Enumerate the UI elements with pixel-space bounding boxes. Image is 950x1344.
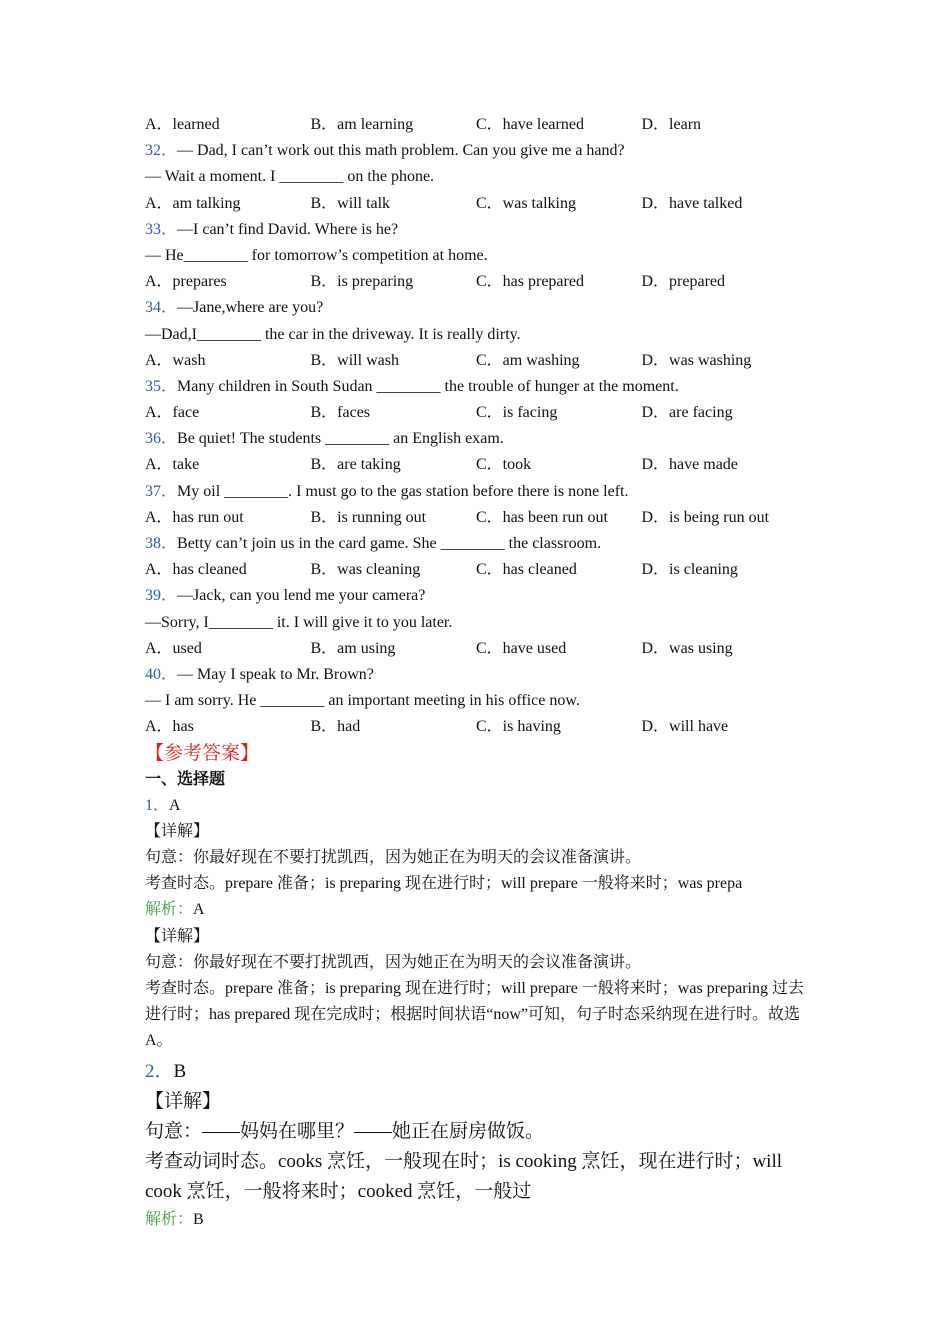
question-text: My oil ________. I must go to the gas station before there is none left.	[177, 482, 629, 500]
question-text: Betty can’t join us in the card game. She ________ the classroom.	[177, 535, 602, 552]
question-34	[145, 295, 815, 321]
document-page	[145, 112, 815, 1233]
question-34-options	[145, 348, 815, 374]
sentence-meaning: 句意：——妈妈在哪里？——她正在厨房做饭。	[145, 1120, 545, 1142]
section-title: 一、选择题	[145, 770, 226, 788]
option-c: C．was talking	[476, 194, 576, 212]
question-37-options	[145, 505, 815, 531]
answer-number: 1．	[145, 796, 170, 814]
question-39-options	[145, 636, 815, 662]
option-a: A．wash	[145, 351, 206, 369]
question-number: 35．	[145, 377, 178, 395]
option-c: C．has been run out	[476, 508, 608, 526]
question-text: Be quiet! The students ________ an English exam.	[177, 430, 504, 448]
question-number: 38．	[145, 535, 178, 552]
answer-2	[145, 1057, 815, 1087]
question-text: Many children in South Sudan ________ the trouble of hunger at the moment.	[177, 377, 679, 395]
jiexi-line	[145, 897, 815, 923]
analysis-text: 考查时态。prepare 准备；is preparing 现在进行时；will prepare 一般将来时；was preparing 过去进行时；has prepared 现在完成时；根据时间状语“now”可知，句子时态采纳现在进行时。故选 A。	[145, 980, 804, 1050]
question-33	[145, 217, 815, 243]
option-c: C．am washing	[476, 351, 580, 369]
question-number: 39．	[145, 587, 178, 605]
question-39	[145, 583, 815, 609]
option-d: D．prepared	[641, 273, 726, 291]
question-35	[145, 374, 815, 400]
option-b: B．are taking	[310, 456, 401, 474]
option-b: B．had	[310, 718, 361, 736]
option-b: B．is preparing	[310, 273, 414, 291]
answer-heading: 【参考答案】	[145, 742, 260, 764]
q31-options	[145, 112, 815, 138]
option-b: B．was cleaning	[310, 561, 421, 579]
option-c: C．has cleaned	[476, 561, 577, 579]
jiexi-label: 解析：	[145, 1210, 194, 1228]
option-c: C．have used	[476, 639, 567, 657]
question-number: 33．	[145, 220, 178, 238]
option-a: A．has cleaned	[145, 561, 247, 579]
question-33-options	[145, 269, 815, 295]
answer-number: 2．	[145, 1060, 174, 1082]
question-number: 32．	[145, 142, 178, 160]
option-d: D．have made	[641, 456, 738, 474]
sentence-meaning: 句意：你最好现在不要打扰凯西，因为她正在为明天的会议准备演讲。	[145, 953, 642, 971]
question-number: 40．	[145, 665, 178, 683]
question-text: — May I speak to Mr. Brown?	[177, 665, 374, 683]
analysis-text: 考查动词时态。cooks 烹饪，一般现在时；is cooking 烹饪，现在进行时；will cook 烹饪，一般将来时；cooked 烹饪，一般过	[145, 1150, 783, 1202]
option-d: D．learn	[641, 116, 702, 133]
question-36-options	[145, 452, 815, 478]
sentence-meaning: 句意：你最好现在不要打扰凯西，因为她正在为明天的会议准备演讲。	[145, 849, 642, 867]
option-a: A．has run out	[145, 508, 244, 526]
question-text: — Dad, I can’t work out this math problem. Can you give me a hand?	[177, 142, 625, 160]
option-d: D．was using	[641, 639, 733, 657]
question-text: —Jane,where are you?	[177, 299, 324, 317]
question-32	[145, 138, 815, 164]
question-38-options	[145, 557, 815, 583]
option-a: A．has	[145, 718, 194, 736]
option-a: A．face	[145, 404, 200, 422]
jiexi-label: 解析：	[145, 901, 194, 919]
option-a: A．prepares	[145, 273, 227, 291]
option-d: D．will have	[641, 718, 729, 736]
question-number: 36．	[145, 430, 178, 448]
jiexi-answer: A	[193, 901, 205, 919]
answer-letter: A	[169, 796, 181, 814]
question-line: — I am sorry. He ________ an important meeting in his office now.	[145, 692, 580, 710]
question-text: —I can’t find David. Where is he?	[177, 220, 399, 238]
question-line: —Dad,I________ the car in the driveway. It is really dirty.	[145, 325, 521, 343]
option-c: C．has prepared	[476, 273, 584, 291]
question-text: —Jack, can you lend me your camera?	[177, 587, 426, 605]
option-d: D．was washing	[641, 351, 752, 369]
option-c: C．have learned	[476, 116, 584, 133]
option-d: D．are facing	[641, 404, 733, 422]
question-40	[145, 662, 815, 688]
answer-letter: B	[173, 1060, 187, 1082]
question-40-options	[145, 714, 815, 740]
option-b: B．will wash	[310, 351, 399, 369]
jiexi-line	[145, 1207, 815, 1233]
question-32-options	[145, 191, 815, 217]
question-line: —Sorry, I________ it. I will give it to you later.	[145, 613, 453, 631]
option-d: D．is cleaning	[641, 561, 738, 579]
option-c: C．is facing	[476, 404, 558, 422]
option-b: B．will talk	[310, 194, 391, 212]
option-a: A．take	[145, 456, 200, 474]
option-d: D．have talked	[641, 194, 743, 212]
answer-1	[145, 793, 815, 819]
option-a: A．used	[145, 639, 202, 657]
question-number: 37．	[145, 482, 178, 500]
option-a: A．am talking	[145, 194, 241, 212]
option-b: B．am learning	[310, 116, 414, 133]
question-number: 34．	[145, 299, 178, 317]
option-c: C．took	[476, 456, 532, 474]
jiexi-answer: B	[193, 1210, 204, 1228]
option-b: B．faces	[310, 404, 371, 422]
question-37	[145, 479, 815, 505]
detail-label: 【详解】	[145, 927, 210, 945]
option-a: A．learned	[145, 116, 220, 133]
question-35-options	[145, 400, 815, 426]
option-c: C．is having	[476, 718, 561, 736]
option-d: D．is being run out	[641, 508, 770, 526]
detail-label: 【详解】	[145, 1090, 222, 1112]
question-36	[145, 426, 815, 452]
analysis-text: 考查时态。prepare 准备；is preparing 现在进行时；will prepare 一般将来时；was prepa	[145, 875, 743, 893]
question-line: — He________ for tomorrow’s competition at home.	[145, 246, 488, 264]
option-b: B．am using	[310, 639, 396, 657]
option-b: B．is running out	[310, 508, 427, 526]
question-38	[145, 531, 815, 557]
detail-label: 【详解】	[145, 822, 210, 840]
question-line: — Wait a moment. I ________ on the phone.	[145, 168, 435, 186]
